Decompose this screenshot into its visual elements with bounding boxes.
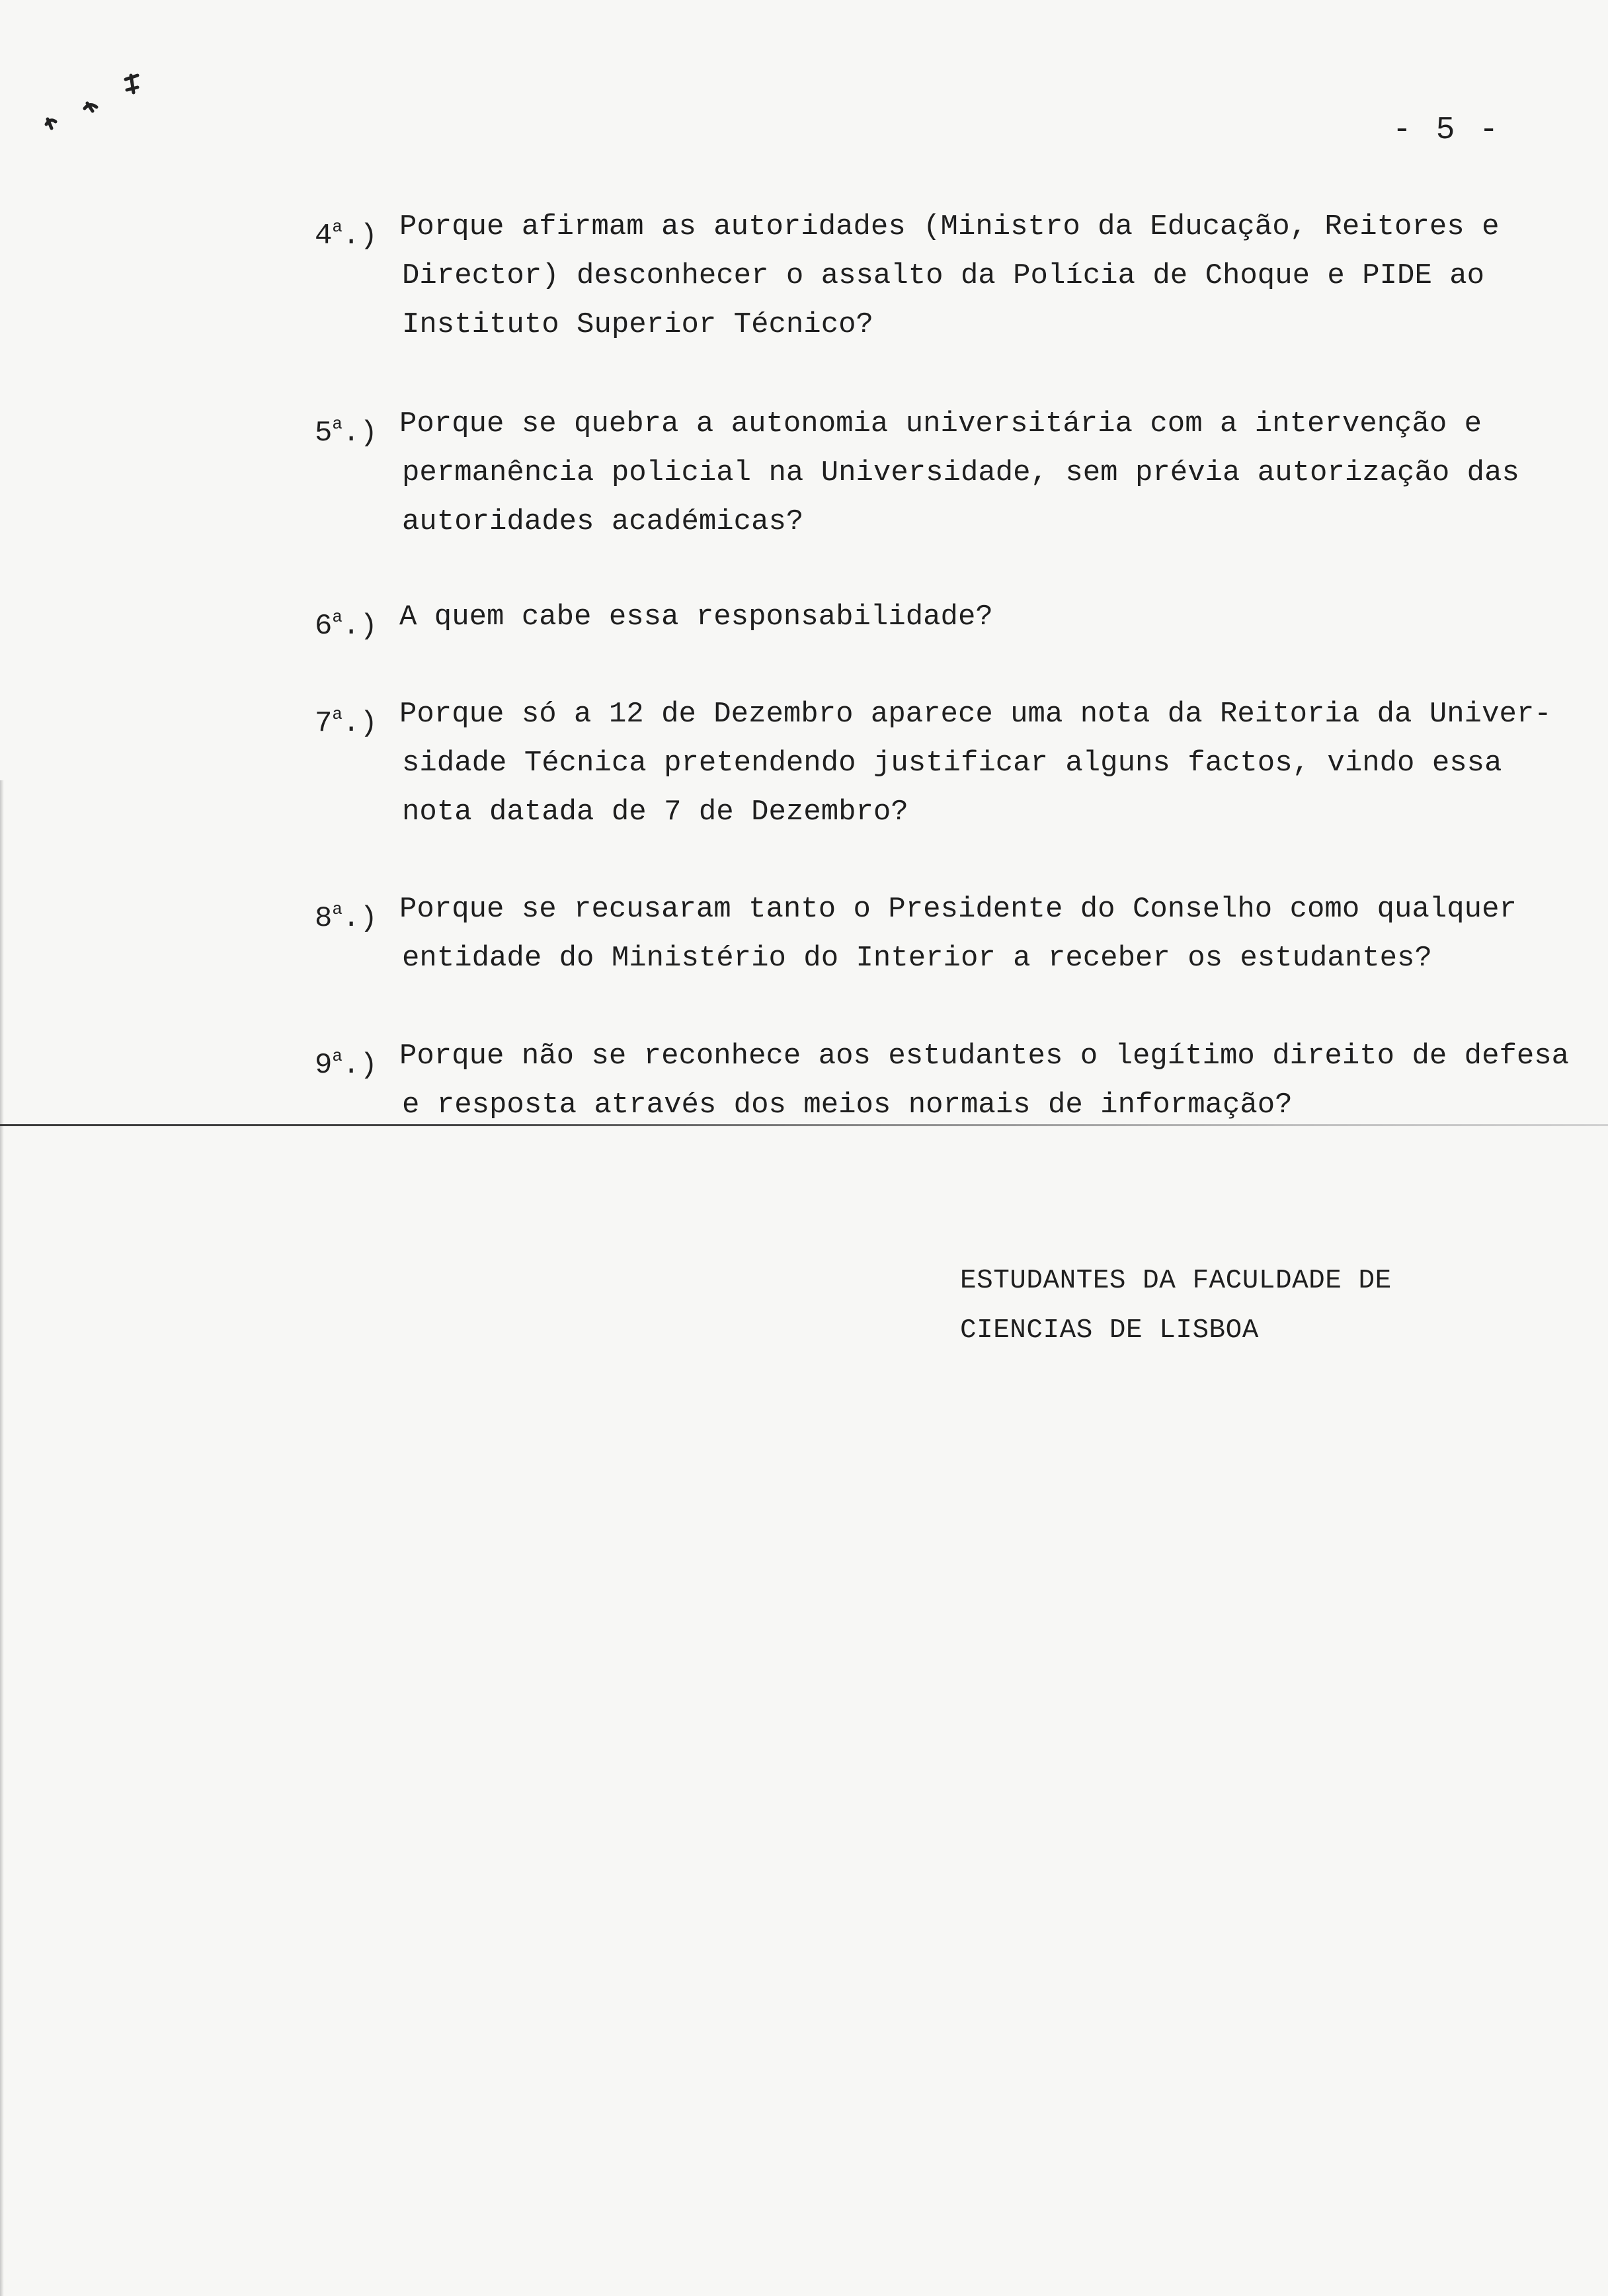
question-line: Porque só a 12 de Dezembro aparece uma nota da Reitoria da Univer- (399, 698, 1552, 731)
question-line: e resposta através dos meios normais de informação? (402, 1088, 1293, 1122)
question-line: Porque se recusaram tanto o Presidente do Conselho como qualquer (399, 893, 1517, 926)
question-line: nota datada de 7 de Dezembro? (402, 796, 908, 829)
question-line: Director) desconhecer o assalto da Polícia de Choque e PIDE ao (402, 259, 1485, 292)
question-line: A quem cabe essa responsabilidade? (399, 600, 993, 634)
handwritten-marks (40, 66, 159, 139)
question-line: Porque se quebra a autonomia universitária com a intervenção e (399, 407, 1482, 440)
horizontal-rule (0, 1124, 1608, 1126)
question-line: sidade Técnica pretendendo justificar alguns factos, vindo essa (402, 747, 1502, 780)
signature-line-2: CIENCIAS DE LISBOA (960, 1315, 1259, 1346)
question-number: 6$^a$.) (315, 607, 378, 643)
question-number: 4$^a$.) (315, 217, 378, 253)
question-number: 8$^a$.) (315, 899, 378, 935)
signature-line-1: ESTUDANTES DA FACULDADE DE (960, 1266, 1392, 1296)
question-number: 9$^a$.) (315, 1046, 378, 1082)
page-number: - 5 - (1392, 112, 1502, 148)
scan-edge-shadow (0, 780, 4, 2296)
question-number: 5$^a$.) (315, 414, 378, 450)
question-line: entidade do Ministério do Interior a receber os estudantes? (402, 942, 1432, 975)
question-line: autoridades académicas? (402, 505, 804, 538)
question-line: permanência policial na Universidade, sem prévia autorização das (402, 456, 1519, 489)
question-line: Porque não se reconhece aos estudantes o legítimo direito de defesa (399, 1040, 1570, 1073)
question-line: Porque afirmam as autoridades (Ministro da Educação, Reitores e (399, 210, 1500, 243)
question-line: Instituto Superior Técnico? (402, 308, 873, 341)
question-number: 7$^a$.) (315, 704, 378, 740)
